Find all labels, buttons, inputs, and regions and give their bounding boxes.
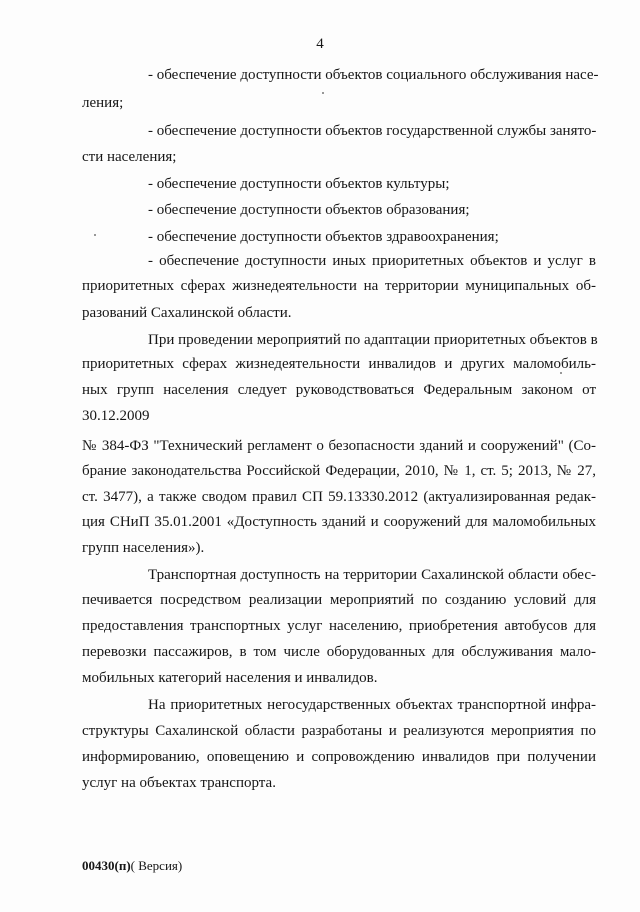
text-line: групп населения»).	[82, 540, 205, 556]
scan-speck	[94, 234, 96, 236]
page-number: 4	[316, 36, 324, 52]
text-line: печивается посредством реализации мероприятий по созданию условий для	[82, 592, 596, 608]
text-line: - обеспечение доступности иных приоритетных объектов и услуг в	[148, 253, 596, 269]
text-line: ция СНиП 35.01.2001 «Доступность зданий и сооружений для маломобильных	[82, 514, 596, 530]
text-line: - обеспечение доступности объектов образования;	[148, 202, 470, 218]
document-version: ( Версия)	[130, 858, 183, 873]
text-line: приоритетных сферах жизнедеятельности инвалидов и других маломобиль-	[82, 356, 596, 372]
text-line: При проведении мероприятий по адаптации приоритетных объектов в	[148, 332, 598, 348]
text-line: № 384-ФЗ "Технический регламент о безопасности зданий и сооружений" (Со-	[82, 438, 596, 454]
text-line: Транспортная доступность на территории Сахалинской области обес-	[148, 567, 596, 583]
text-line: - обеспечение доступности объектов государственной службы занято-	[148, 123, 597, 139]
text-line: 30.12.2009	[82, 408, 150, 424]
document-code: 00430(п)	[82, 858, 131, 873]
scan-speck	[560, 372, 562, 374]
text-line: приоритетных сферах жизнедеятельности на территории муниципальных об-	[82, 278, 596, 294]
text-line: - обеспечение доступности объектов социального обслуживания насе-	[148, 67, 599, 83]
text-line: - обеспечение доступности объектов культуры;	[148, 176, 450, 192]
text-line: ных групп населения следует руководствоваться Федеральным законом от	[82, 382, 596, 398]
text-line: разований Сахалинской области.	[82, 305, 292, 321]
document-footer	[82, 858, 182, 874]
text-line: структуры Сахалинской области разработаны и реализуются мероприятия по	[82, 723, 596, 739]
text-line: - обеспечение доступности объектов здравоохранения;	[148, 229, 499, 245]
scan-speck	[322, 92, 324, 94]
text-line: На приоритетных негосударственных объектах транспортной инфра-	[148, 697, 596, 713]
text-line: услуг на объектах транспорта.	[82, 775, 276, 791]
text-line: брание законодательства Российской Федерации, 2010, № 1, ст. 5; 2013, № 27,	[82, 463, 596, 479]
text-line: ления;	[82, 95, 124, 111]
text-line: сти населения;	[82, 149, 177, 165]
text-line: перевозки пассажиров, в том числе оборудованных для обслуживания мало-	[82, 644, 596, 660]
text-line: предоставления транспортных услуг населению, приобретения автобусов для	[82, 618, 596, 634]
text-line: информированию, оповещению и сопровождению инвалидов при получении	[82, 749, 596, 765]
text-line: ст. 3477), а также сводом правил СП 59.13330.2012 (актуализированная редак-	[82, 489, 596, 505]
text-line: мобильных категорий населения и инвалидов.	[82, 670, 378, 686]
